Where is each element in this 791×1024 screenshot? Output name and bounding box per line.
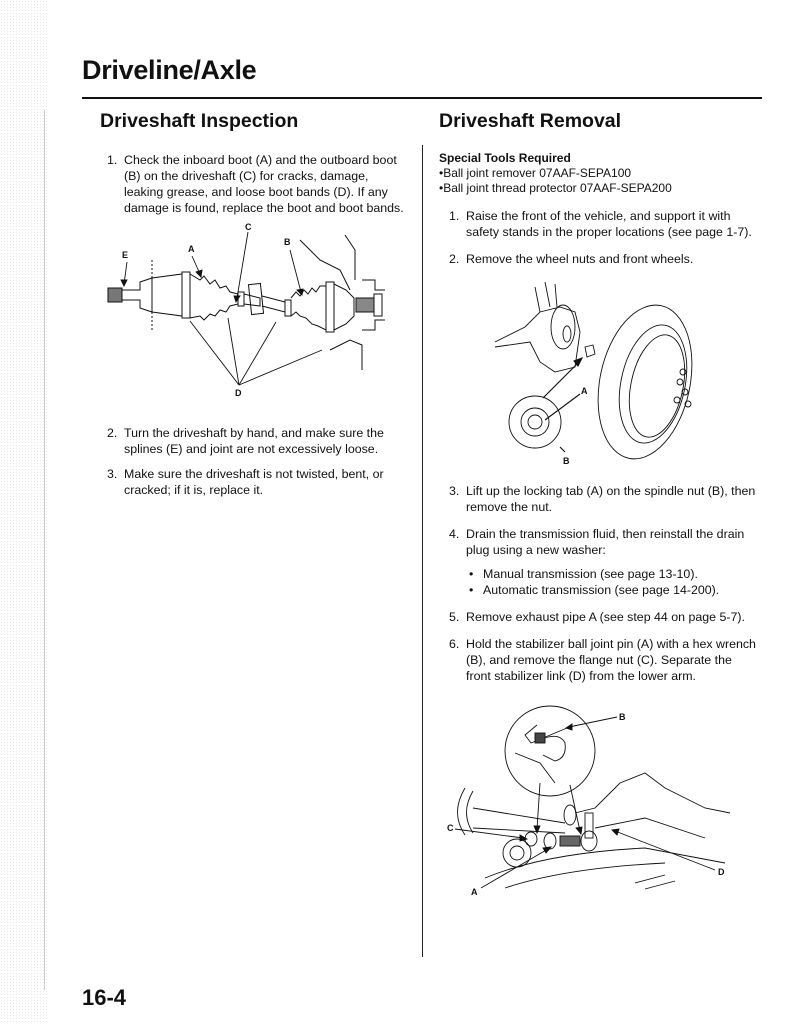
step-text: Raise the front of the vehicle, and support it with safety stands in the proper locations (see page 1-7). <box>466 209 752 239</box>
step-number: 5. <box>449 610 460 624</box>
step-text: Check the inboard boot (A) and the outboard boot (B) on the driveshaft (C) for cracks, damage, leaking grease, and loose boot bands (D). If any damage is found, replace the boot and boot bands. <box>124 153 404 215</box>
step-text: Turn the driveshaft by hand, and make sure the splines (E) and joint are not excessively loose. <box>124 426 384 456</box>
label-d: D <box>235 388 242 398</box>
list-item <box>449 526 759 598</box>
label-c: C <box>245 222 252 232</box>
list-item <box>449 609 759 625</box>
sub-item-text: Automatic transmission (see page 14-200). <box>483 583 720 597</box>
step-number: 1. <box>107 153 118 167</box>
tool-item <box>439 166 672 181</box>
special-tools-block <box>439 151 672 196</box>
step-text: Hold the stabilizer ball joint pin (A) with a hex wrench (B), and remove the flange nut (C). Separate the front stabilizer link (D) from the lower arm. <box>466 637 756 683</box>
title-rule <box>82 97 762 99</box>
driveshaft-inspection-figure <box>100 220 400 400</box>
bullet: • <box>439 166 444 180</box>
label-b: B <box>284 237 291 247</box>
label-b: B <box>563 456 570 466</box>
sub-item-text: Manual transmission (see page 13-10). <box>483 567 698 581</box>
step-number: 4. <box>449 527 460 541</box>
step-text: Lift up the locking tab (A) on the spindle nut (B), then remove the nut. <box>466 484 756 514</box>
label-a: A <box>581 386 588 396</box>
label-b: B <box>619 712 626 722</box>
tool-item <box>439 181 672 196</box>
wheel-removal-figure <box>485 272 705 467</box>
step-number: 1. <box>449 209 460 223</box>
step-number: 6. <box>449 637 460 651</box>
list-item <box>107 152 407 216</box>
removal-steps-2 <box>449 483 759 684</box>
inspection-steps-1 <box>107 152 407 216</box>
section-title-removal: Driveshaft Removal <box>439 110 622 132</box>
scan-binding-edge <box>0 0 48 1024</box>
stabilizer-link-figure <box>445 703 740 898</box>
tool-name: Ball joint remover 07AAF-SEPA100 <box>443 166 632 180</box>
transmission-sublist <box>466 566 759 598</box>
sub-item: • Manual transmission (see page 13-10). <box>469 567 698 581</box>
list-item <box>449 208 759 240</box>
bullet: • <box>439 181 444 195</box>
section-title-inspection: Driveshaft Inspection <box>100 110 299 132</box>
step-text: Make sure the driveshaft is not twisted, bent, or cracked; if it is, replace it. <box>124 467 384 497</box>
tool-name: Ball joint thread protector 07AAF-SEPA200 <box>443 181 672 195</box>
step-text: Remove exhaust pipe A (see step 44 on page 5-7). <box>466 610 745 624</box>
page-title: Driveline/Axle <box>82 55 257 85</box>
step-number: 3. <box>449 484 460 498</box>
label-c: C <box>447 823 454 833</box>
step-text: Remove the wheel nuts and front wheels. <box>466 252 694 266</box>
page-number: 16-4 <box>82 985 127 1010</box>
splines-shape <box>108 288 122 302</box>
list-item <box>449 483 759 515</box>
list-item <box>449 636 759 684</box>
step-text: Drain the transmission fluid, then reinstall the drain plug using a new washer: <box>466 527 745 557</box>
list-item <box>107 425 407 457</box>
sub-item: • Automatic transmission (see page 14-200). <box>469 583 720 597</box>
list-item <box>107 466 407 498</box>
label-a: A <box>188 244 195 254</box>
column-divider <box>422 145 423 957</box>
step-number: 2. <box>107 426 118 440</box>
step-number: 3. <box>107 467 118 481</box>
list-item <box>449 251 759 267</box>
label-d: D <box>718 867 725 877</box>
label-e: E <box>122 250 129 260</box>
special-tools-heading: Special Tools Required <box>439 151 571 165</box>
step-number: 2. <box>449 252 460 266</box>
label-a: A <box>471 887 478 897</box>
inspection-steps-2 <box>107 425 407 498</box>
scan-binding-line <box>44 110 45 990</box>
removal-steps-1 <box>449 208 759 267</box>
